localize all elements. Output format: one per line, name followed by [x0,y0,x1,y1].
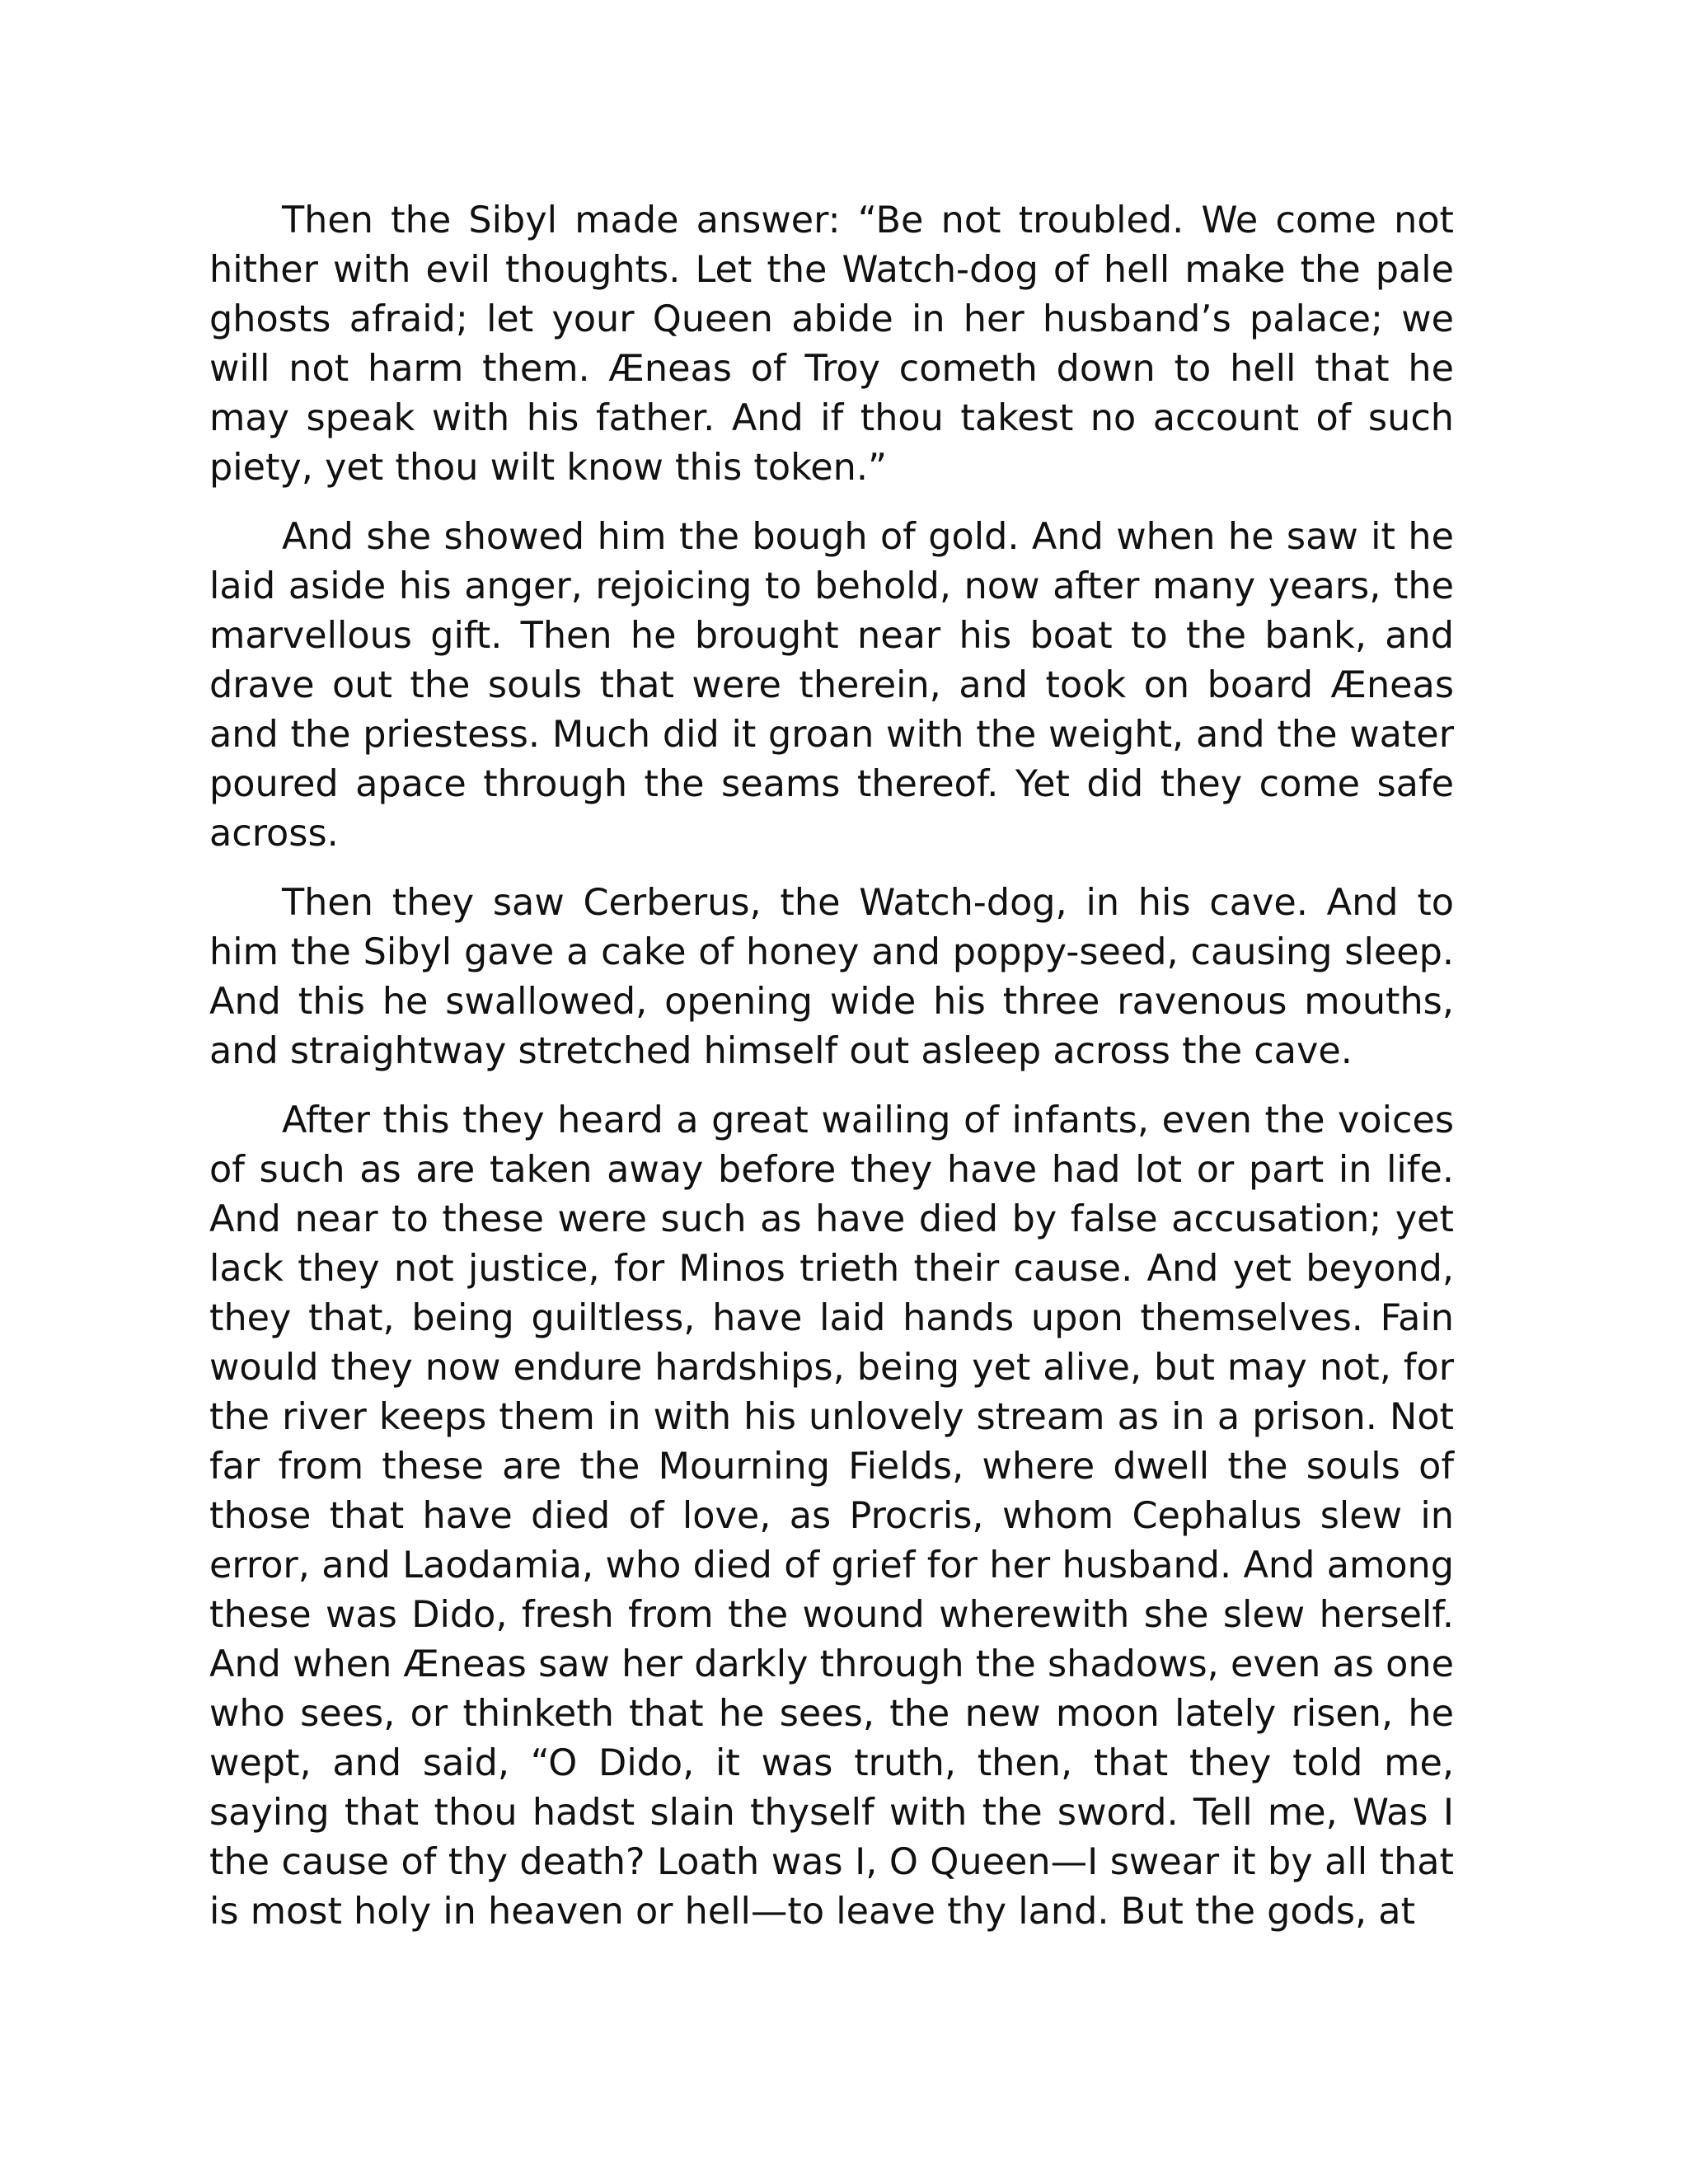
paragraph-mourning-fields: After this they heard a great wailing of infants, even the voices of such as are taken away before they have had lot or part in life. And near to these were such as have died by false accusation; yet lack they not justice, for Minos trieth their cause. And yet beyond, they that, being guiltless, have laid hands upon themselves. Fain would they now endure hardships, being yet alive, but may not, for the river keeps them in with his unlovely stream as in a prison. Not far from these are the Mourning Fields, where dwell the souls of those that have died of love, as Procris, whom Cephalus slew in error, and Laodamia, who died of grief for her husband. And among these was Dido, fresh from the wound wherewith she slew herself. And when Æneas saw her darkly through the shadows, even as one who sees, or thinketh that he sees, the new moon lately risen, he wept, and said, “O Dido, it was truth, then, that they told me, saying that thou hadst slain thyself with the sword. Tell me, Was I the cause of thy death? Loath was I, O Queen—I swear it by all that is most holy in heaven or hell—to leave thy land. But the gods, at [209,1099,1454,1933]
body-text [209,196,1454,1957]
paragraph-sibyl-answer: Then the Sibyl made answer: “Be not troubled. We come not hither with evil thoughts. Let the Watch-dog of hell make the pale ghosts afraid; let your Queen abide in her husband’s palace; we will not harm them. Æneas of Troy cometh down to hell that he may speak with his father. And if thou takest no account of such piety, yet thou wilt know this token.” [209,199,1454,489]
paragraph-cerberus: Then they saw Cerberus, the Watch-dog, in his cave. And to him the Sibyl gave a cake of honey and poppy-seed, causing sleep. And this he swallowed, opening wide his three ravenous mouths, and straightway stretched himself out asleep across the cave. [209,882,1454,1072]
paragraph-bough-of-gold: And she showed him the bough of gold. And when he saw it he laid aside his anger, rejoicing to behold, now after many years, the marvellous gift. Then he brought near his boat to the bank, and drave out the souls that were therein, and took on board Æneas and the priestess. Much did it groan with the weight, and the water poured apace through the seams thereof. Yet did they come safe across. [209,516,1454,855]
